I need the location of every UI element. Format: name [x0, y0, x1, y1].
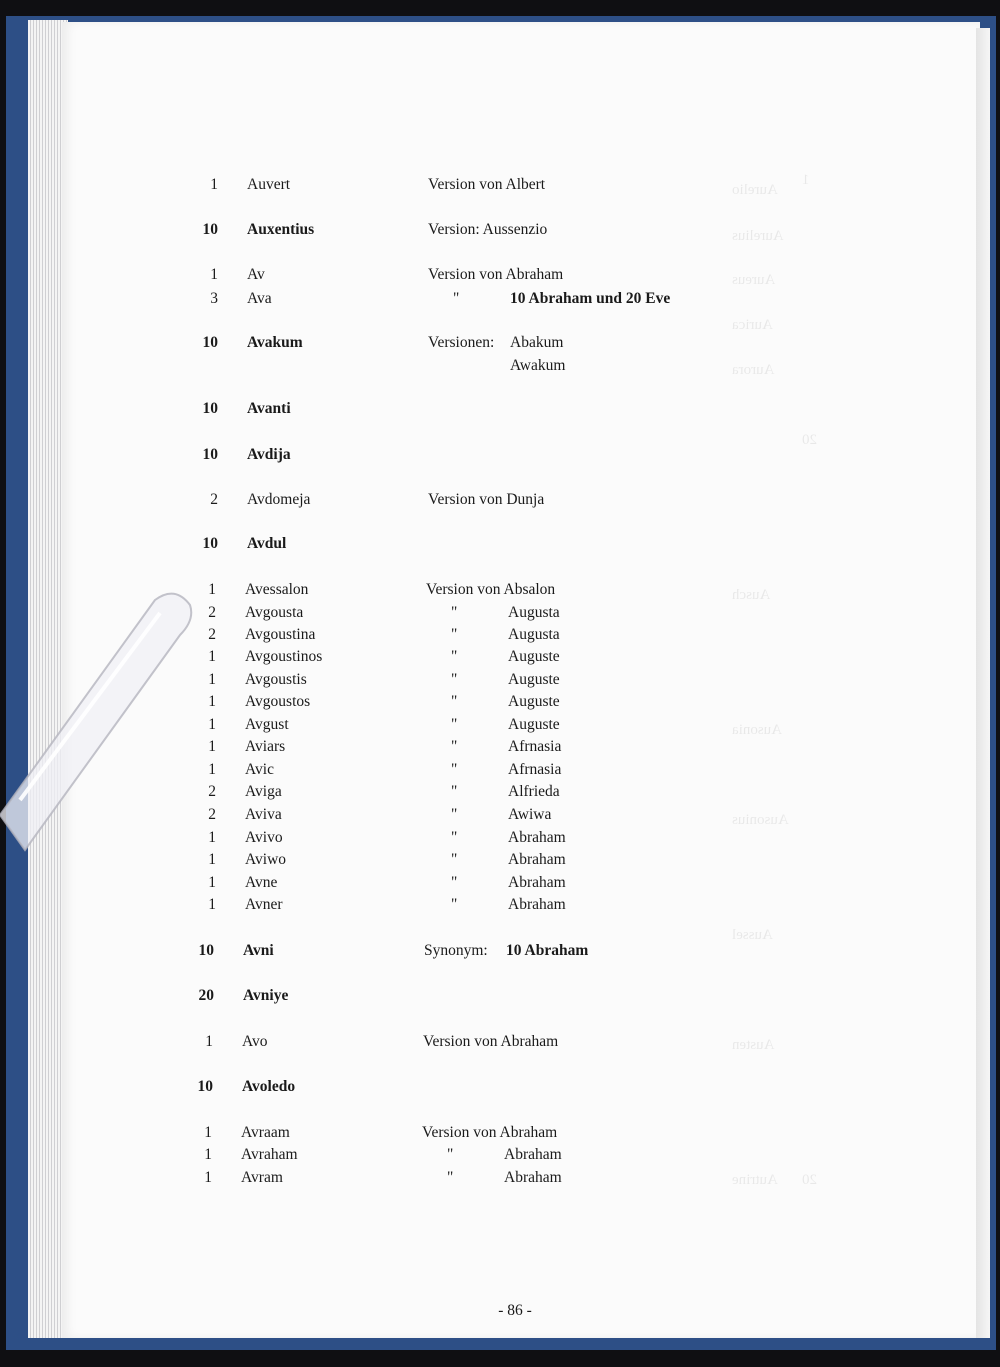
entry-name: Avoledo [242, 1078, 296, 1095]
entry-name: Auvert [247, 176, 291, 193]
entry-ditto: " [451, 874, 458, 891]
entry-name: Aviga [245, 783, 282, 800]
entry-name: Avic [245, 761, 274, 778]
register-entry [0, 581, 1000, 603]
entry-name: Avgoustinos [245, 648, 323, 665]
entry-target: Alfrieda [508, 783, 560, 800]
register-entry [0, 896, 1000, 918]
entry-target: Abakum [510, 334, 564, 351]
entry-count: 10 [202, 446, 218, 463]
entry-description: Version von Dunja [428, 491, 545, 508]
entry-count: 20 [198, 987, 214, 1004]
entry-name: Avram [241, 1169, 283, 1186]
entry-name: Avdija [247, 446, 291, 463]
entry-count: 2 [208, 604, 216, 621]
entry-ditto: " [447, 1146, 454, 1163]
entry-description: Version von Abraham [423, 1033, 559, 1050]
register-entry [0, 176, 1000, 198]
show-through-text: Aurelio Aurelius Aureus Aurica Aurora Ausch Ausonia Ausonius Aussel Austen Autrine 1 20 20 [732, 172, 817, 1188]
register-entry [0, 1146, 1000, 1168]
entry-name: Avdul [247, 535, 287, 552]
entry-target: Awiwa [508, 806, 552, 823]
entry-count: 1 [208, 851, 216, 868]
entry-name: Aviva [245, 806, 282, 823]
entry-count: 1 [208, 829, 216, 846]
entry-count: 1 [208, 581, 216, 598]
entry-name: Avanti [247, 400, 291, 417]
entry-description: Synonym: [424, 942, 488, 959]
entry-name: Avgust [245, 716, 289, 733]
register-entry [0, 671, 1000, 693]
entry-ditto: " [451, 851, 458, 868]
register-entry [0, 829, 1000, 851]
register-entry [0, 266, 1000, 288]
entry-target: Augusta [508, 604, 560, 621]
entry-count: 1 [210, 176, 218, 193]
register-entry [0, 851, 1000, 873]
entry-count: 10 [198, 942, 214, 959]
entry-target: 10 Abraham [506, 942, 589, 959]
register-entry [0, 604, 1000, 626]
entry-target: Auguste [508, 671, 560, 688]
register-entry [0, 221, 1000, 243]
entry-target: Augusta [508, 626, 560, 643]
entry-count: 1 [210, 266, 218, 283]
register-entry [0, 693, 1000, 715]
entry-name: Avo [242, 1033, 268, 1050]
register-entry [0, 648, 1000, 670]
entry-name: Aviwo [245, 851, 287, 868]
entry-name: Avni [243, 942, 274, 959]
register-entry [0, 334, 1000, 356]
entry-count: 1 [208, 874, 216, 891]
entry-count: 10 [202, 400, 218, 417]
entry-count: 1 [208, 671, 216, 688]
entry-description: Version: Aussenzio [428, 221, 548, 238]
entry-count: 1 [208, 738, 216, 755]
entry-name: Auxentius [247, 221, 315, 238]
entry-ditto: " [451, 626, 458, 643]
entry-name: Avdomeja [247, 491, 311, 508]
entry-count: 10 [202, 535, 218, 552]
entry-target: Afrnasia [508, 761, 562, 778]
entry-name: Avakum [247, 334, 303, 351]
register-entry [0, 783, 1000, 805]
entry-count: 2 [208, 783, 216, 800]
entry-ditto: " [451, 604, 458, 621]
entry-target: Auguste [508, 693, 560, 710]
entry-count: 1 [204, 1146, 212, 1163]
entry-count: 1 [208, 896, 216, 913]
entry-ditto: " [451, 693, 458, 710]
register-entry [0, 1169, 1000, 1191]
register-entry [0, 626, 1000, 648]
entry-target: Abraham [508, 851, 566, 868]
entry-description: Version von Abraham [422, 1124, 558, 1141]
entry-count: 2 [208, 806, 216, 823]
register-entry [0, 987, 1000, 1009]
entry-ditto: " [451, 783, 458, 800]
entry-count: 10 [202, 221, 218, 238]
entry-ditto: " [447, 1169, 454, 1186]
entry-ditto: " [453, 290, 460, 307]
entry-target: Abraham [504, 1169, 562, 1186]
entry-name: Avgoustos [245, 693, 311, 710]
entry-name: Av [247, 266, 265, 283]
entry-target: 10 Abraham und 20 Eve [510, 290, 671, 307]
entry-count: 1 [208, 648, 216, 665]
entry-ditto: " [451, 671, 458, 688]
entry-name: Avgoustis [245, 671, 307, 688]
entry-count: 1 [208, 693, 216, 710]
register-entry [0, 761, 1000, 783]
entry-name: Avraham [241, 1146, 298, 1163]
entry-description: Version von Albert [428, 176, 546, 193]
entry-count: 10 [197, 1078, 213, 1095]
register-entry [0, 400, 1000, 422]
register-entry [0, 874, 1000, 896]
entry-name: Avivo [245, 829, 283, 846]
entry-count: 1 [208, 761, 216, 778]
entry-target: Afrnasia [508, 738, 562, 755]
entry-description: Versionen: [428, 334, 495, 351]
entry-target: Abraham [504, 1146, 562, 1163]
entry-name: Ava [247, 290, 272, 307]
register-entry [0, 357, 1000, 379]
entry-count: 1 [204, 1124, 212, 1141]
entry-ditto: " [451, 896, 458, 913]
entry-ditto: " [451, 829, 458, 846]
register-entry [0, 716, 1000, 738]
register-entry [0, 1078, 1000, 1100]
entry-name: Avne [245, 874, 278, 891]
entry-target: Auguste [508, 648, 560, 665]
entry-target: Awakum [510, 357, 566, 374]
entry-count: 1 [208, 716, 216, 733]
entry-description: Version von Abraham [428, 266, 564, 283]
register-entry [0, 1124, 1000, 1146]
register-entry [0, 491, 1000, 513]
register-entry [0, 290, 1000, 312]
entry-name: Avner [245, 896, 283, 913]
entry-description: Version von Absalon [426, 581, 556, 598]
register-entry [0, 535, 1000, 557]
register-entry [0, 1033, 1000, 1055]
register-entry [0, 446, 1000, 468]
entry-count: 1 [204, 1169, 212, 1186]
entry-ditto: " [451, 716, 458, 733]
entry-target: Abraham [508, 896, 566, 913]
entry-target: Abraham [508, 829, 566, 846]
entry-name: Avniye [243, 987, 289, 1004]
entry-ditto: " [451, 648, 458, 665]
entry-name: Avgousta [245, 604, 304, 621]
entry-count: 1 [205, 1033, 213, 1050]
entry-target: Auguste [508, 716, 560, 733]
entry-ditto: " [451, 738, 458, 755]
entry-name: Avessalon [245, 581, 309, 598]
entry-name: Avgoustina [245, 626, 316, 643]
entry-target: Abraham [508, 874, 566, 891]
register-entry [0, 738, 1000, 760]
entry-ditto: " [451, 761, 458, 778]
entry-count: 10 [202, 334, 218, 351]
entry-ditto: " [451, 806, 458, 823]
entry-count: 2 [210, 491, 218, 508]
register-entry [0, 806, 1000, 828]
register-entry [0, 942, 1000, 964]
entry-name: Avraam [241, 1124, 290, 1141]
page-number: - 86 - [498, 1302, 532, 1319]
entry-name: Aviars [245, 738, 286, 755]
entry-count: 2 [208, 626, 216, 643]
entry-count: 3 [210, 290, 218, 307]
